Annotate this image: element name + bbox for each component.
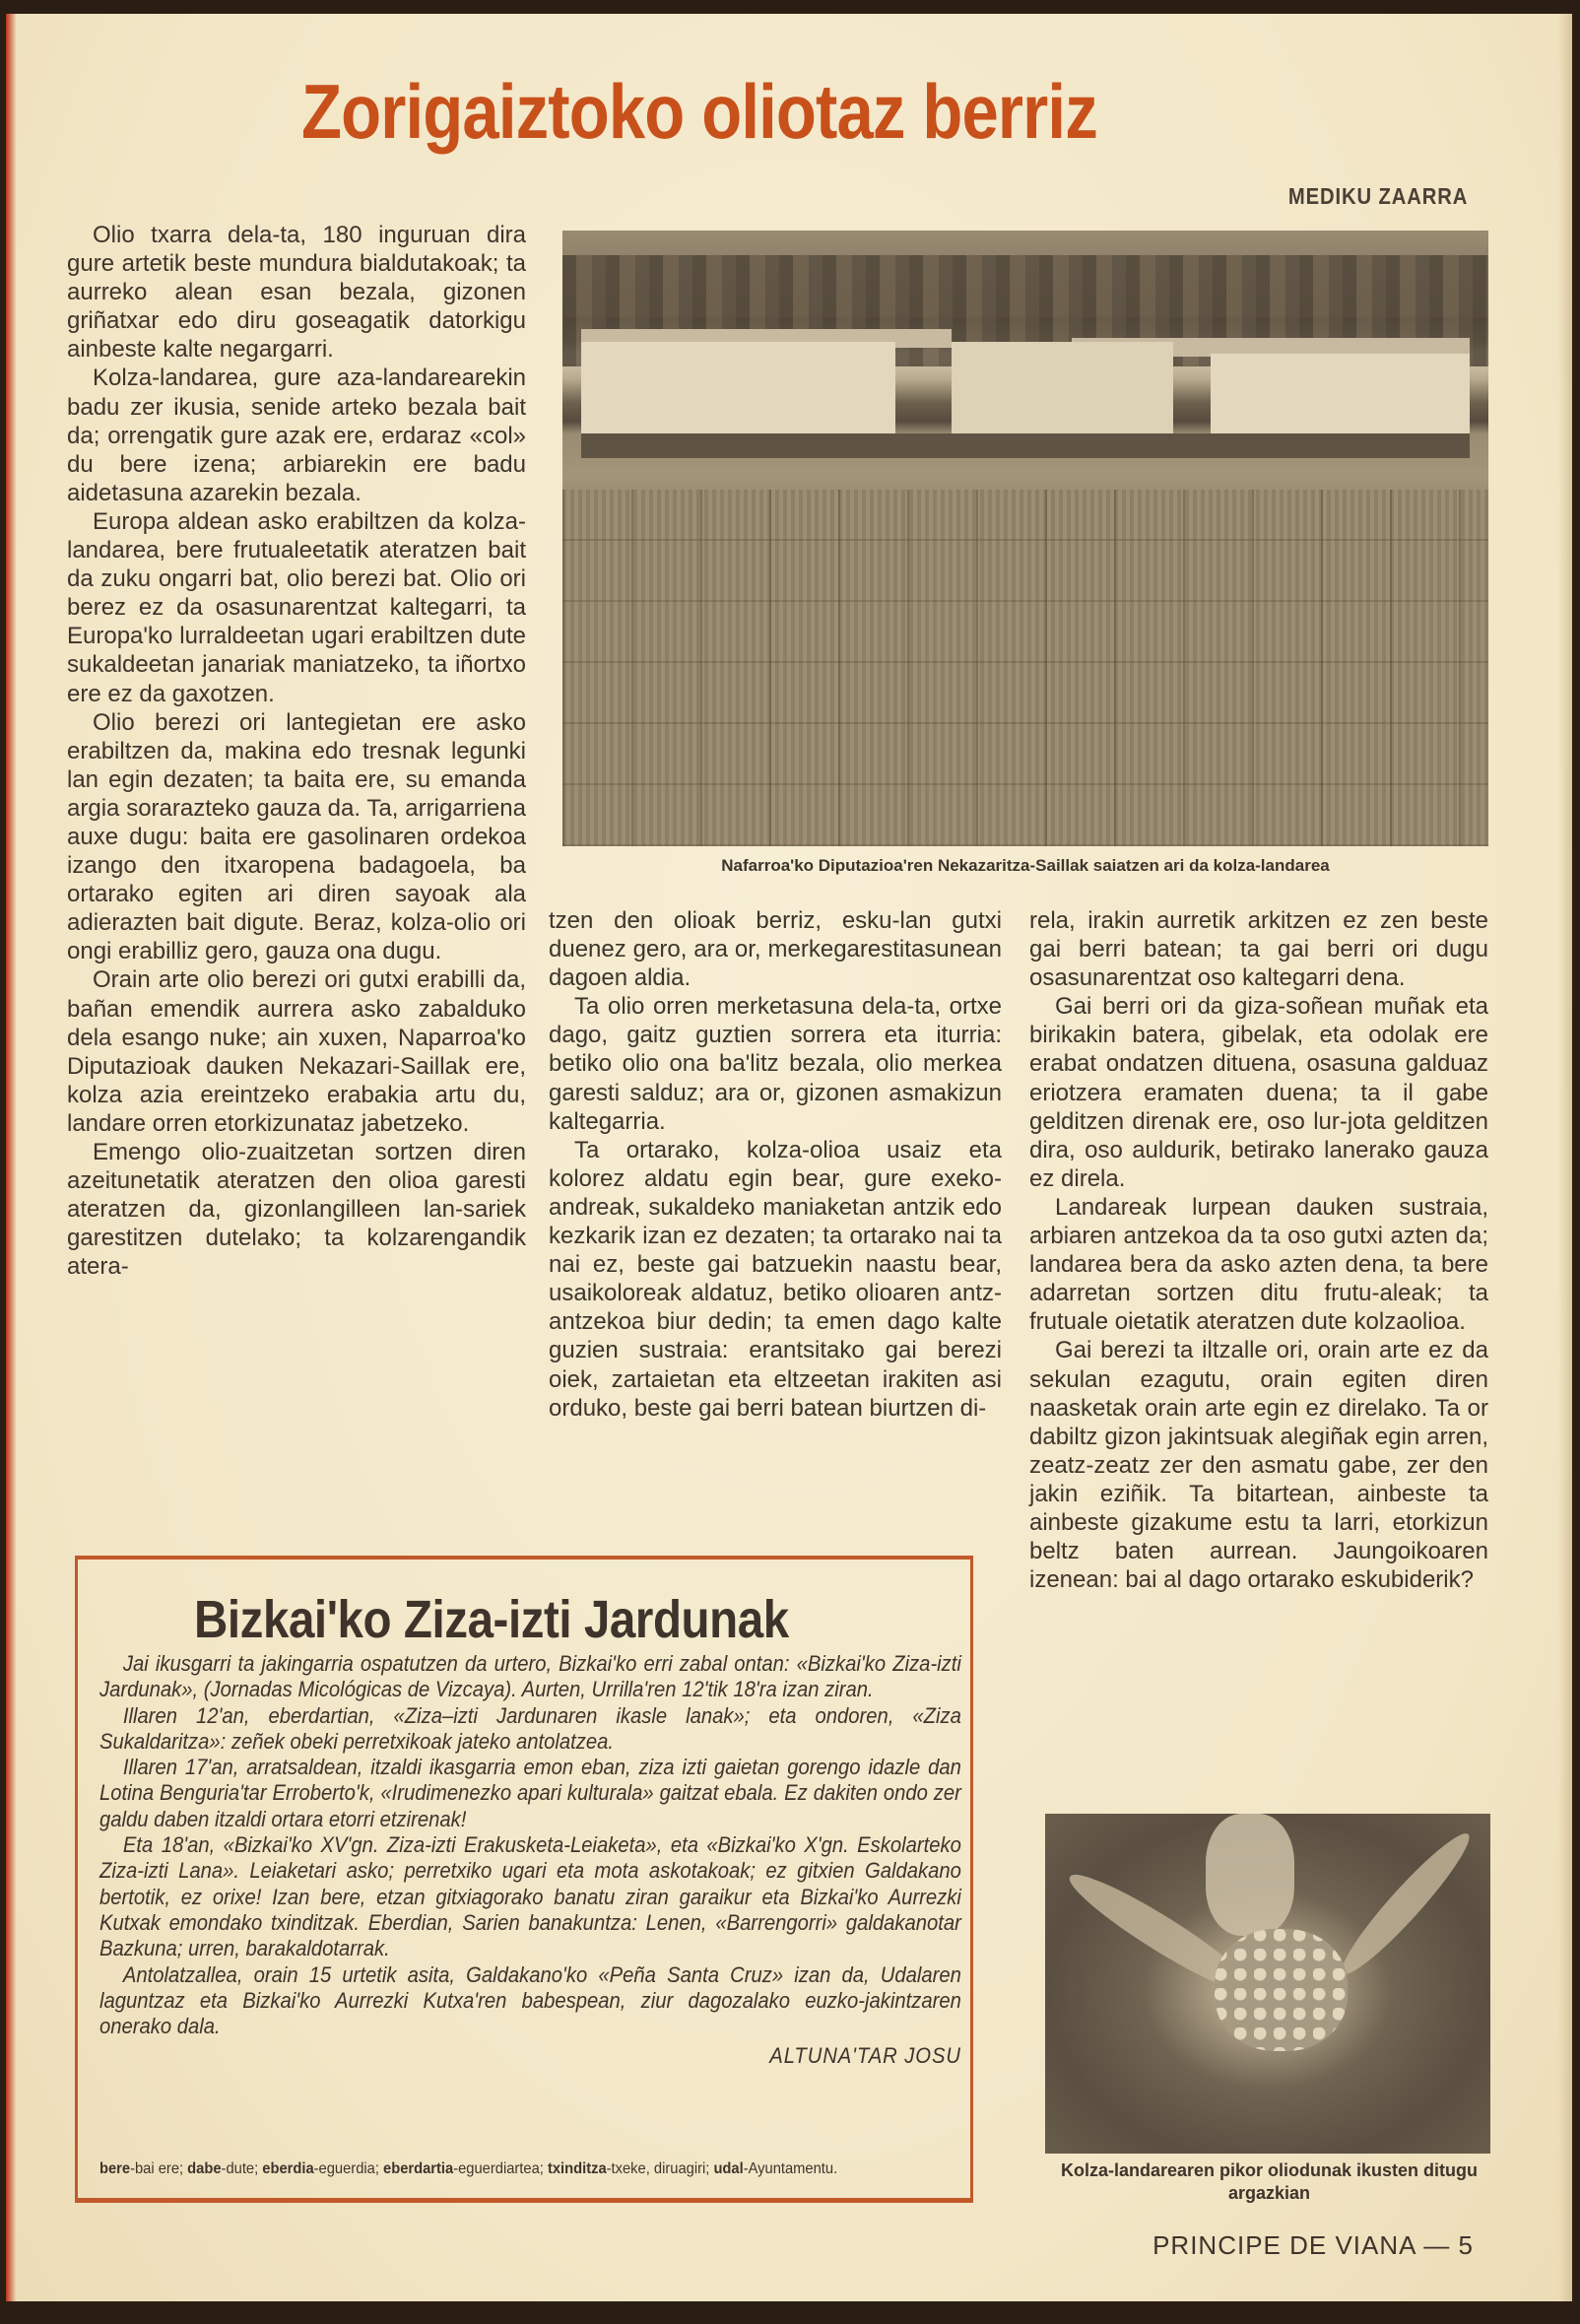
glossary-meaning: dute bbox=[226, 2160, 255, 2177]
photo-leaf bbox=[1206, 1814, 1294, 1936]
sidebar-title: Bizkai'ko Ziza-izti Jardunak bbox=[194, 1590, 789, 1649]
paragraph: Ta ortarako, kolza-olioa usaiz eta kolorez aldatu egin bear, gure exeko-andreak, sukaldeko maniaketan antzik edo kezkarik izan ez dezaten; ta ortarako nai ta nai ez, beste gai batzuekin naastu bear, usaikoloreak aldatuz, betiko olioaren antz-antzekoa biur dedin; ta emen dago kalte guzien sustraia: erantsitako gai berezi oiek, zartaietan eta eltzeetan irakiten asi orduko, beste gai berri batean biurtzen di- bbox=[549, 1136, 1002, 1422]
page-number: 5 bbox=[1458, 2230, 1474, 2260]
paragraph: Gai berri ori da giza-soñean muñak eta birikakin batera, gibelak, eta odolak ere erabat ondatzen dituena, osasuna galduaz eriotzera eramaten duena; ta il gabe gelditzen direnak ere, oso lur-jota gelditzen dira, oso auldurik, betirako lanerako gauza ez direla. bbox=[1029, 993, 1488, 1192]
photo-crop-plots bbox=[562, 490, 1488, 847]
paragraph: Kolza-landarea, gure aza-landarearekin badu zer ikusia, senide arteko bezala bait da; orrengatik gure azak ere, erdaraz «col» du bere izena; arbiarekin ere badu aidetasuna azarekin bezala. bbox=[67, 365, 526, 506]
paragraph: Antolatzallea, orain 15 urtetik asita, Galdakano'ko «Peña Santa Cruz» izan da, Udalaren laguntzaz eta Bizkai'ko Aurrezki Kutxa'ren babespean, ziur dagozalako euzko-jakintzaren onerako dala. bbox=[99, 1961, 961, 2039]
glossary-entry: txinditza-txeke, diruagiri; bbox=[547, 2160, 714, 2177]
glossary-term: txinditza bbox=[547, 2160, 607, 2177]
magazine-page bbox=[6, 14, 1572, 2301]
paragraph: Ta olio orren merketasuna dela-ta, ortxe dago, gaitz guztien sorrera eta iturria: betiko olio ona ba'litz bezala, olio merkea garesti salduz; ara or, gizonen asmakizun kaltegarria. bbox=[549, 993, 1002, 1135]
glossary-entry: bere-bai ere; bbox=[99, 2160, 188, 2177]
glossary-entry: dabe-dute; bbox=[187, 2160, 263, 2177]
paragraph: Jai ikusgarri ta jakingarria ospatutzen da urtero, Bizkai'ko erri zabal ontan: «Bizkai'ko Ziza-izti Jardunak», (Jornadas Micológicas de Vizcaya). Aurten, Urrilla'ren 12'tik 18'ra izan ziran. bbox=[99, 1651, 961, 1702]
glossary-term: bere bbox=[99, 2160, 131, 2177]
glossary-meaning: bai ere bbox=[134, 2160, 180, 2177]
glossary-entry: eberdartia-eguerdiartea; bbox=[383, 2160, 548, 2177]
paragraph: Gai berezi ta iltzalle ori, orain arte ez da sekulan ezagutu, orain egiten diren naasketak orain arte egin ez direlako. Ta or dabiltz gizon jakintsuak alegiñak egin arren, zeatz-zeatz zer den asmatu gabe, zer den jakin eziñik. Ta bitartean, ainbeste ta ainbeste gizakume estu ta larri, etorkizun beltz baten aurrean. Jaungoikoaren izenean: bai al dago ortarako eskubiderik? bbox=[1029, 1337, 1488, 1594]
page-edge bbox=[1558, 14, 1572, 2301]
glossary-term: dabe bbox=[187, 2160, 222, 2177]
author-byline: MEDIKU ZAARRA bbox=[1287, 183, 1468, 209]
glossary-meaning: eguerdiartea bbox=[458, 2160, 540, 2177]
paragraph: Europa aldean asko erabiltzen da kolza-landarea, bere frutualeetatik ateratzen bait da zuku ongarri bat, olio berezi bat. Olio ori berez ez da osasunarentzat kaltegarri, ta Europa'ko lurraldeetan ugari erabiltzen dute sukaldeetan janariak maniatzeko, ta iñortxo ere ez da gaxotzen. bbox=[67, 507, 526, 707]
glossary bbox=[99, 2158, 961, 2179]
article-column-1 bbox=[67, 221, 526, 1281]
photo-caption: Kolza-landarearen pikor oliodunak ikusten ditugu argazkian bbox=[1060, 2160, 1479, 2203]
article-column-3 bbox=[1029, 906, 1488, 1594]
paragraph: Orain arte olio berezi ori gutxi erabilli da, bañan emendik aurrera asko zabalduko dela esango nuke; ain xuxen, Naparroa'ko Diputazioak dauken Nekazari-Saillak ere, kolza azia ereintzeko erabakia artu du, landare orren etorkizunataz jabetzeko. bbox=[67, 966, 526, 1137]
paragraph: rela, irakin aurretik arkitzen ez zen beste gai berri batean; ta gai berri ori dugu osasunarentzat oso kaltegarri dena. bbox=[1029, 907, 1488, 992]
paragraph: Landareak lurpean dauken sustraia, arbiaren antzekoa da ta oso gutxi azten da; landarea bera da asko azten dena, ta bere adarretan sortzen ditu frutu-aleak; ta frutuale oietatik ateratzen dute kolzaolioa. bbox=[1029, 1193, 1488, 1336]
paragraph: Illaren 12'an, eberdartian, «Ziza–izti Jardunaren ikasle lanak»; eta ondoren, «Ziza Sukaldaritza»: zeñek obeki perretxikoak jateko antolatzea. bbox=[99, 1702, 961, 1754]
glossary-term: eberdia bbox=[262, 2160, 314, 2177]
farm-field-photo bbox=[562, 231, 1488, 846]
photo-seed-buds bbox=[1215, 1929, 1349, 2051]
paragraph: tzen den olioak berriz, esku-lan gutxi duenez gero, ara or, merkegarestitasunean dagoen aldia. bbox=[549, 907, 1002, 992]
glossary-term: udal bbox=[713, 2160, 744, 2177]
glossary-meaning: Ayuntamentu bbox=[748, 2160, 834, 2177]
article-column-2 bbox=[549, 906, 1002, 1423]
photo-building bbox=[1211, 354, 1470, 440]
photo-leaf bbox=[1332, 1824, 1480, 1983]
glossary-entry: eberdia-eguerdia; bbox=[262, 2160, 384, 2177]
paragraph: Olio berezi ori lantegietan ere asko erabiltzen da, makina edo tresnak legunki lan egin dezaten; ta baita ere, su emanda argia sorarazteko gauza da. Ta, arrigarriena auxe dugu: baita ere gasolinaren ordekoa izango den itxaropena badagoela, ba ortarako egiten ari diren sayoak ala adierazten bait digute. Beraz, kolza-olio ori ongi erabilliz gero, gauza ona dugu. bbox=[67, 708, 526, 965]
photo-building bbox=[952, 342, 1174, 440]
photo-building bbox=[581, 342, 896, 434]
photo-caption: Nafarroa'ko Diputazioa'ren Nekazaritza-Saillak saiatzen ari da kolza-landarea bbox=[721, 856, 1330, 875]
glossary-meaning: eguerdia bbox=[318, 2160, 375, 2177]
paragraph: Olio txarra dela-ta, 180 inguruan dira gure artetik beste mundura bialdutakoak; ta aurreko alean esan bezala, gizonen griñatxar edo diru goseagatik datorkigu ainbeste kalte negargarri. bbox=[67, 222, 526, 364]
sidebar-box bbox=[75, 1556, 973, 2203]
page-edge bbox=[6, 14, 16, 2301]
paragraph: Emengo olio-zuaitzetan sortzen diren azeitunetatik ateratzen den olioa garesti ateratzen da, gizonlangilleen lan-sariek garestitzen dutelako; ta kolzarengandik atera- bbox=[67, 1139, 526, 1281]
footer-separator: — bbox=[1423, 2230, 1451, 2260]
page-footer bbox=[1152, 2230, 1474, 2261]
glossary-term: eberdartia bbox=[383, 2160, 454, 2177]
sidebar-signature: ALTUNA'TAR JOSU bbox=[769, 2043, 961, 2069]
rapeseed-plant-photo bbox=[1045, 1814, 1490, 2154]
article-title: Zorigaiztoko oliotaz berriz bbox=[301, 68, 1097, 155]
paragraph: Eta 18'an, «Bizkai'ko XV'gn. Ziza-izti Erakusketa-Leiaketa», eta «Bizkai'ko X'gn. Eskolarteko Ziza-izti Lana». Leiaketari asko; perretxiko ugari eta mota askotakoak; ez gitxien Galdakano bertotik, ez orixe! Izan bere, etzan gitxiagorako banatu ziran garaikur eta Bizkai'ko Aurrezki Kutxak emondako txinditzak. Eberdian, Sarien banakuntza: Lenen, «Barrengorri» galdakanotar Bazkuna; urren, barakaldotarrak. bbox=[99, 1832, 961, 1961]
photo-hedge bbox=[581, 433, 1470, 458]
glossary-meaning: txeke, diruagiri bbox=[611, 2160, 706, 2177]
sidebar-body bbox=[99, 1651, 961, 2070]
paragraph: Illaren 17'an, arratsaldean, itzaldi ikasgarria emon eban, ziza izti gaietan gorengo idazle dan Lotina Benguria'tar Erroberto'k, «Irudimenezko apari kulturala» gaitzat ebala. Ez dakiten ondo zer galdu daben itzaldi ortara etorri etzirenak! bbox=[99, 1755, 961, 1831]
glossary-entry: udal-Ayuntamentu. bbox=[713, 2160, 838, 2177]
publication-name: PRINCIPE DE VIANA bbox=[1152, 2230, 1416, 2260]
